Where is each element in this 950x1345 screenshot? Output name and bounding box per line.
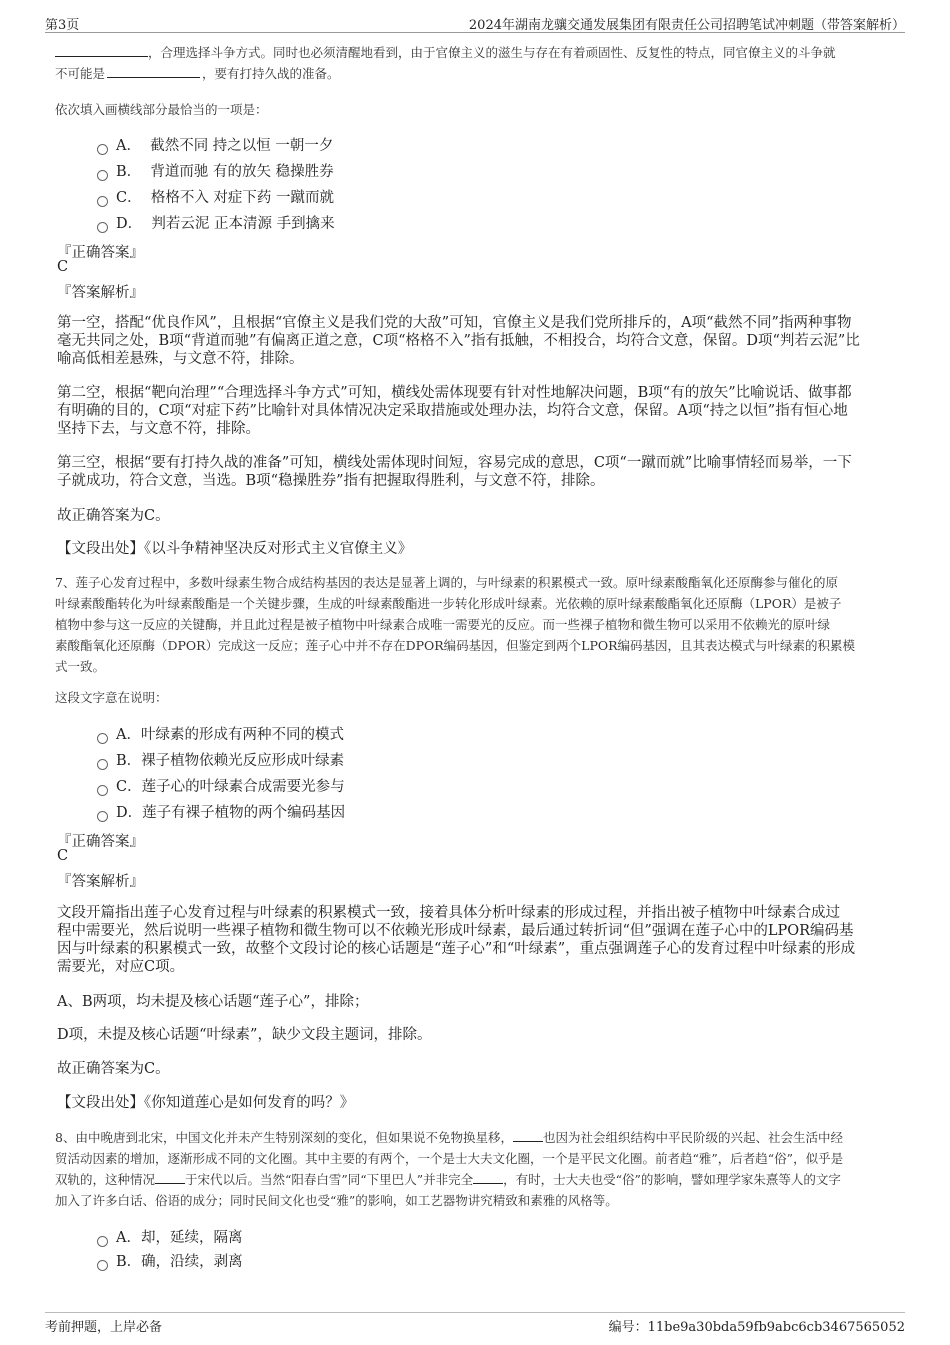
q7-analysis-p1: 文段开篇指出莲子心发育过程与叶绿素的积累模式一致，接着具体分析叶绿素的形成过程，并指出被子植物中叶绿素合成过 程中需要光，然后说明一些裸子植物和微生物可以不依赖光形成叶绿素，最后通过转折词“但”强调在莲子心中的LPOR编码基 因与叶绿素的积累模式一致，故整个文段讨论的核心话题是“莲子心”和“叶绿素”，重点强调莲子心的发育过程中叶绿素的形成 需要光，对应C项。 xyxy=(57,905,856,975)
q6-stem-line2b: ，要有打持久战的准备。 xyxy=(202,66,340,81)
q6-analysis-p2: 第二空，根据“靶向治理”“合理选择斗争方式”可知，横线处需体现要有针对性地解决问题，B项“有的放矢”比喻说话、做事都 有明确的目的，C项“对症下药”比喻针对具体情况决定采取措施或处理办法，均符合文意，保留。A项“持之以恒”指有恒心地 坚持下去，与文意不符，排除。 xyxy=(57,385,852,437)
q7-answer: C xyxy=(57,848,69,864)
q7-option-a[interactable]: A．叶绿素的形成有两种不同的模式 xyxy=(97,723,344,743)
radio-icon[interactable] xyxy=(97,144,108,155)
radio-icon[interactable] xyxy=(97,1236,108,1247)
q6-analysis-p1: 第一空，搭配“优良作风”，且根据“官僚主义是我们党的大敌”可知，官僚主义是我们党所排斥的，A项“截然不同”指两种事物 毫无共同之处，B项“背道而驰”有偏离正道之意，C项“格格不入”指有抵触，不相投合，均符合文意，保留。D项“判若云泥”比 喻高低相差悬殊，与文意不符，排除。 xyxy=(57,315,860,367)
radio-icon[interactable] xyxy=(97,170,108,181)
q7-analysis-p3: D项，未提及核心话题“叶绿素”，缺少文段主题词，排除。 xyxy=(57,1027,432,1043)
q8-option-b[interactable]: B．确，沿续，剥离 xyxy=(97,1250,243,1270)
q7-conclusion: 故正确答案为C。 xyxy=(57,1061,170,1077)
radio-icon[interactable] xyxy=(97,785,108,796)
q6-answer-label: 『正确答案』 xyxy=(57,245,144,261)
q6-answer: C xyxy=(57,259,69,275)
q6-option-c[interactable]: C． 格格不入 对症下药 一蹴而就 xyxy=(97,186,334,206)
q6-stem xyxy=(55,42,915,84)
q6-analysis-p3: 第三空，根据“要有打持久战的准备”可知，横线处需体现时间短，容易完成的意思，C项“一蹴而就”比喻事情轻而易举，一下 子就成功，符合文意，当选。B项“稳操胜券”指有把握取得胜利，与文意不符，排除。 xyxy=(57,455,852,489)
q6-conclusion: 故正确答案为C。 xyxy=(57,508,170,524)
q7-option-d[interactable]: D．莲子有裸子植物的两个编码基因 xyxy=(97,801,345,821)
q6-stem-line1: ，合理选择斗争方式。同时也必须清醒地看到，由于官僚主义的滋生与存在有着顽固性、反复性的特点，同官僚主义的斗争就 xyxy=(148,45,836,60)
radio-icon[interactable] xyxy=(97,222,108,233)
q6-stem-line2a: 不可能是 xyxy=(55,66,106,81)
q7-stem: 7、莲子心发育过程中，多数叶绿素生物合成结构基因的表达是显著上调的，与叶绿素的积累模式一致。原叶绿素酸酯氧化还原酶参与催化的原 叶绿素酸酯转化为叶绿素酸酯是一个关键步骤，生成的叶绿素酸酯进一步转化形成叶绿素。光依赖的原叶绿素酸酯氧化还原酶（LPOR）是被子 植物中参与这一反应的关键酶，并且此过程是被子植物中叶绿素合成唯一需要光的反应。而一些裸子植物和微生物可以采用不依赖光的原叶绿 素酸酯氧化还原酶（DPOR）完成这一反应；莲子心中并不存在DPOR编码基因，但鉴定到两个LPOR编码基因，且其表达模式与叶绿素的积累模 式一致。 xyxy=(55,575,856,674)
q7-option-c[interactable]: C．莲子心的叶绿素合成需要光参与 xyxy=(97,775,345,795)
radio-icon[interactable] xyxy=(97,759,108,770)
document-title: 2024年湖南龙骧交通发展集团有限责任公司招聘笔试冲刺题（带答案解析） xyxy=(468,18,905,33)
page-footer xyxy=(45,1312,905,1335)
page-number: 第3页 xyxy=(45,18,80,33)
q6-source: 【文段出处】《以斗争精神坚决反对形式主义官僚主义》 xyxy=(57,541,413,557)
page-header xyxy=(45,12,905,33)
q7-answer-label: 『正确答案』 xyxy=(57,834,144,850)
radio-icon[interactable] xyxy=(97,811,108,822)
footer-slogan: 考前押题，上岸必备 xyxy=(45,1320,163,1335)
radio-icon[interactable] xyxy=(97,196,108,207)
q7-analysis-label: 『答案解析』 xyxy=(57,874,144,890)
q7-option-b[interactable]: B．裸子植物依赖光反应形成叶绿素 xyxy=(97,749,344,769)
q7-prompt: 这段文字意在说明： xyxy=(55,690,168,705)
q8-option-a[interactable]: A．却，延续，隔离 xyxy=(97,1226,242,1246)
radio-icon[interactable] xyxy=(97,733,108,744)
q7-source: 【文段出处】《你知道莲心是如何发育的吗？》 xyxy=(57,1095,355,1111)
q6-option-a[interactable]: A． 截然不同 持之以恒 一朝一夕 xyxy=(97,134,333,154)
q6-prompt: 依次填入画横线部分最恰当的一项是： xyxy=(55,102,268,117)
q7-analysis-p2: A、B两项，均未提及核心话题“莲子心”，排除； xyxy=(57,994,369,1010)
radio-icon[interactable] xyxy=(97,1260,108,1271)
q6-analysis-label: 『答案解析』 xyxy=(57,285,144,301)
q8-stem: 8、由中晚唐到北宋，中国文化并未产生特别深刻的变化，但如果说不免物换星移， 也因为社会组织结构中平民阶级的兴起、社会生活中经 贸活动因素的增加，逐渐形成不同的文化圈。其中主要的有两个，一个是士大夫文化圈，一个是平民文化圈。前者趋“雅”，后者趋“俗”，似乎是 双轨的，这种情况 于宋代以后。当然“阳春白雪”同“下里巴人”并非完全 ，有时，士大夫也受“俗”的影响，譬如理学家朱熹等人的文字 加入了许多白话、俗语的成分；同时民间文化也受“雅”的影响，如工艺器物讲究精致和素雅的风格等。 xyxy=(55,1130,844,1208)
footer-serial: 编号：11be9a30bda59fb9abc6cb3467565052 xyxy=(608,1320,905,1335)
q6-option-d[interactable]: D． 判若云泥 正本清源 手到擒来 xyxy=(97,212,335,232)
q6-option-b[interactable]: B． 背道而驰 有的放矢 稳操胜券 xyxy=(97,160,334,180)
